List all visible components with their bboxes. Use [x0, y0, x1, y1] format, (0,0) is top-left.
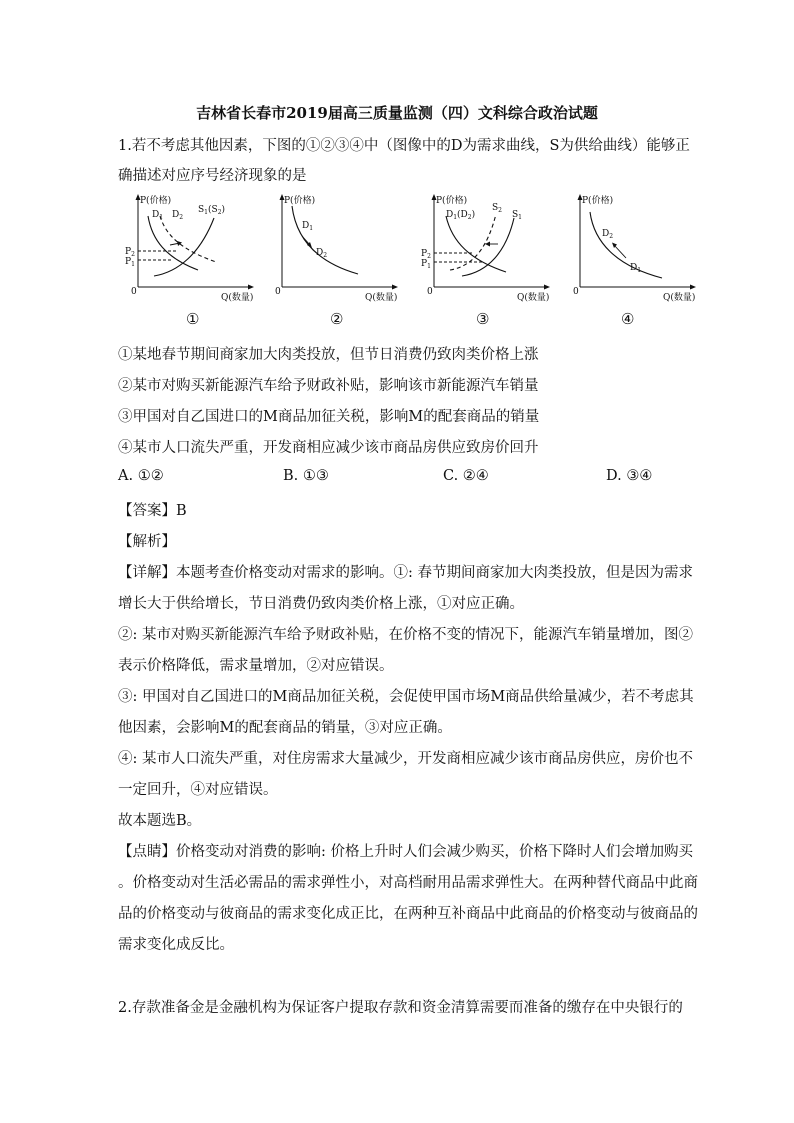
axis-q-label: Q(数量) — [517, 293, 550, 303]
g1-p2-sub: 2 — [131, 251, 135, 258]
g3-s1-label: S — [512, 210, 519, 220]
page-title: 吉林省长春市2019届高三质量监测（四）文科综合政治试题 — [196, 104, 598, 122]
svg-text:P1 — [421, 259, 431, 270]
origin-label: 0 — [131, 287, 137, 297]
g3-d2-end: ) — [471, 210, 476, 220]
graph-label-4: ④ — [621, 310, 635, 328]
g2-d2-label: D — [316, 248, 324, 258]
graph-label-3: ③ — [476, 310, 490, 328]
g3-s2-sub: 2 — [498, 207, 502, 214]
g1-s2-end: ) — [221, 205, 226, 215]
svg-text:S1(S2) — [198, 204, 225, 216]
axis-p-label: P(价格) — [436, 196, 468, 206]
g1-p1-sub: 1 — [131, 261, 135, 268]
g1-d1-sub: 1 — [159, 214, 164, 221]
analysis-line-4: 表示价格降低，需求量增加，②对应错误。 — [118, 658, 394, 674]
axis-p-label: P(价格) — [582, 196, 614, 206]
analysis-line-8: 一定回升，④对应错误。 — [118, 782, 278, 798]
g1-s2-sub: 2 — [217, 209, 222, 216]
question-1-stem-line-1: 1.若不考虑其他因素，下图的①②③④中（图像中的D为需求曲线，S为供给曲线）能够正 — [118, 138, 690, 154]
g1-p1-label: P — [125, 257, 132, 267]
origin-label: 0 — [573, 287, 579, 297]
question-1-item-4: ④某市人口流失严重，开发商相应减少该市商品房供应致房价回升 — [118, 440, 539, 456]
analysis-line-11: 。价格变动对生活必需品的需求弹性小，对高档耐用品需求弹性大。在两种替代商品中此商 — [118, 875, 698, 891]
analysis-line-10: 【点睛】价格变动对消费的影响: 价格上升时人们会减少购买，价格下降时人们会增加购买 — [118, 844, 693, 860]
g4-d2-sub: 2 — [609, 233, 614, 240]
g1-s2-label: (S — [208, 205, 218, 215]
analysis-line-13: 需求变化成反比。 — [118, 937, 234, 953]
question-1-item-1: ①某地春节期间商家加大肉类投放，但节日消费仍致肉类价格上涨 — [118, 347, 539, 363]
svg-text:D1 — [152, 210, 163, 221]
svg-text:P1 — [125, 257, 135, 268]
g2-d2-sub: 2 — [323, 252, 328, 259]
graph-1 — [122, 190, 262, 305]
question-1-item-2: ②某市对购买新能源汽车给予财政补贴，影响该市新能源汽车销量 — [118, 378, 539, 394]
g4-d1-label: D — [630, 263, 638, 273]
g3-s2-label: S — [492, 203, 499, 213]
question-1-item-3: ③甲国对自乙国进口的M商品加征关税，影响M的配套商品的销量 — [118, 409, 540, 425]
svg-text:D1 — [630, 263, 641, 274]
question-1-stem-line-2: 确描述对应序号经济现象的是 — [118, 168, 307, 184]
svg-text:D1 — [302, 221, 313, 232]
g1-d2-sub: 2 — [179, 214, 184, 221]
origin-label: 0 — [427, 287, 433, 297]
axis-p-label: P(价格) — [284, 196, 316, 206]
analysis-line-1: 【详解】本题考查价格变动对需求的影响。①: 春节期间商家加大肉类投放，但是因为需求 — [118, 565, 693, 581]
analysis-line-2: 增长大于供给增长，节日消费仍致肉类价格上涨，①对应正确。 — [118, 596, 524, 612]
analysis-line-5: ③: 甲国对自乙国进口的M商品加征关税，会促使甲国市场M商品供给量减少，若不考虑其 — [118, 689, 694, 705]
graph-4 — [564, 190, 704, 305]
g1-s-sub: 1 — [204, 209, 208, 216]
option-d: D. ③④ — [606, 468, 653, 484]
option-a: A. ①② — [118, 468, 164, 484]
g1-d2-label: D — [172, 210, 180, 220]
g1-p2-label: P — [125, 247, 132, 257]
g1-d1-label: D — [152, 210, 160, 220]
g4-d1-sub: 1 — [637, 267, 642, 274]
option-c: C. ②④ — [443, 468, 489, 484]
analysis-line-3: ②: 某市对购买新能源汽车给予财政补贴，在价格不变的情况下，能源汽车销量增加，图② — [118, 627, 693, 643]
g1-s-label: S — [198, 205, 205, 215]
graph-2 — [266, 190, 406, 305]
g3-p2-sub: 2 — [427, 253, 431, 260]
analysis-line-6: 他因素，会影响M的配套商品的销量，③对应正确。 — [118, 720, 452, 736]
question-2-stem: 2.存款准备金是金融机构为保证客户提取存款和资金清算需要而准备的缴存在中央银行的 — [118, 1000, 683, 1016]
axis-q-label: Q(数量) — [365, 293, 398, 303]
svg-text:D2 — [172, 210, 183, 221]
analysis-line-7: ④: 某市人口流失严重，对住房需求大量减少，开发商相应减少该市商品房供应，房价也不 — [118, 751, 693, 767]
axis-p-label: P(价格) — [140, 196, 172, 206]
g3-d1-sub: 1 — [453, 214, 458, 221]
graph-3 — [418, 190, 558, 305]
g3-d1-label: D — [446, 210, 454, 220]
g3-d2-label: (D — [457, 210, 468, 220]
origin-label: 0 — [275, 287, 281, 297]
g3-d2-sub: 2 — [467, 214, 472, 221]
analysis-heading: 【解析】 — [118, 534, 176, 550]
analysis-line-12: 品的价格变动与彼商品的需求变化成正比，在两种互补商品中此商品的价格变动与彼商品的 — [118, 906, 698, 922]
g3-p1-sub: 1 — [427, 263, 431, 270]
svg-text:D2 — [316, 248, 327, 259]
g2-d1-sub: 1 — [309, 225, 314, 232]
graph-label-1: ① — [186, 310, 200, 328]
g3-p1-label: P — [421, 259, 428, 269]
g3-s1-sub: 1 — [518, 214, 522, 221]
g3-p2-label: P — [421, 249, 428, 259]
answer-line: 【答案】B — [118, 503, 187, 519]
graph-label-2: ② — [330, 310, 344, 328]
svg-text:D1(D2) — [446, 209, 475, 221]
svg-text:D2 — [602, 229, 613, 240]
axis-q-label: Q(数量) — [221, 293, 254, 303]
g2-d1-label: D — [302, 221, 310, 231]
analysis-line-9: 故本题选B。 — [118, 813, 202, 829]
svg-text:S1 — [512, 210, 522, 221]
g4-d2-label: D — [602, 229, 610, 239]
svg-text:S2 — [492, 203, 502, 214]
axis-q-label: Q(数量) — [663, 293, 696, 303]
option-b: B. ①③ — [283, 468, 329, 484]
